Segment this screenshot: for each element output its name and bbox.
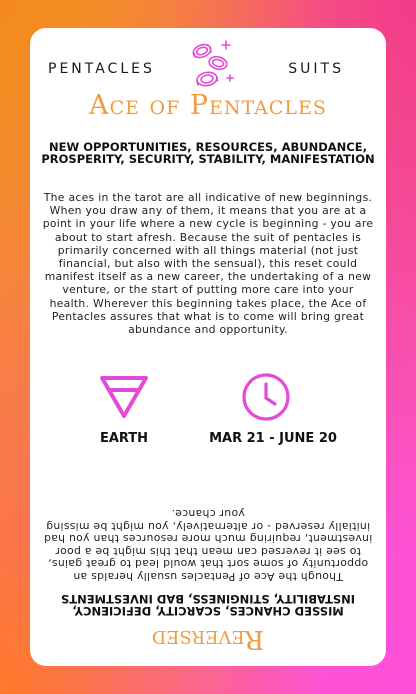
reversed-section	[30, 480, 386, 666]
upright-keywords: NEW OPPORTUNITIES, RESOURCES, ABUNDANCE, PROSPERITY, SECURITY, STABILITY, MANIFESTATION	[41, 140, 375, 166]
card-header	[30, 55, 386, 85]
reversed-title: Reversed	[151, 624, 265, 654]
category-label: SUITS	[288, 61, 344, 77]
suit-label: PENTACLES	[48, 61, 155, 77]
reversed-description: Though the Ace of Pentacles usually heralds an opportunity of some sort that would lead to great gains, to see it reversed can mean that this might be a poor investment, requiring much more resources than you had initially reserved - or alternatively, you might be missing your chance.	[43, 507, 373, 583]
tarot-card	[30, 28, 386, 666]
earth-element-icon	[98, 374, 150, 420]
element-label: EARTH	[99, 431, 149, 446]
coins-icon	[180, 35, 240, 95]
date-range-label: MAR 21 - JUNE 20	[209, 431, 337, 446]
card-title: Ace of Pentacles	[89, 90, 327, 121]
reversed-keywords: MISSED CHANCES, SCARCITY, DEFICIENCY, INSTABILITY, STINGINESS, BAD INVESTMENTS	[60, 592, 356, 618]
upright-description: The aces in the tarot are all indicative of new beginnings. When you draw any of them, it means that you are at a point in your life where a new cycle is beginning - you are about to start afresh. Because the suit of pentacles is primarily concerned with all things material (not just financial, but also with the sensual), this reset could manifest itself as a new career, the undertaking of a new venture, or the start of putting more care into your health. Wherever this beginning takes place, the Ace of Pentacles assures that what is to come will bring great abundance and opportunity.	[42, 191, 374, 337]
clock-icon	[240, 371, 292, 423]
